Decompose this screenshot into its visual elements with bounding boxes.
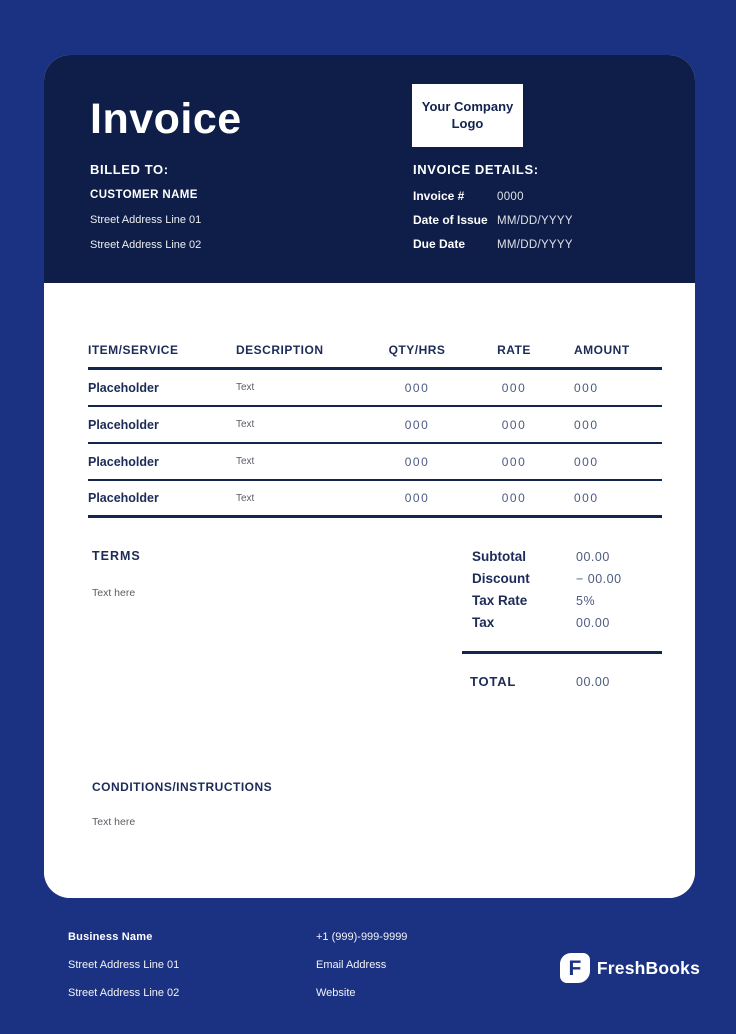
invoice-header [44,55,695,283]
due-date-value[interactable]: MM/DD/YYYY [497,239,573,251]
terms-section [92,549,141,696]
total-value[interactable]: 00.00 [576,675,610,689]
customer-name-field[interactable]: CUSTOMER NAME [90,189,198,201]
summary-section [92,549,662,696]
item-cell[interactable]: Placeholder [88,491,159,505]
tax-rate-value[interactable]: 5% [576,594,596,608]
conditions-section [92,780,662,828]
invoice-number-row [413,189,665,203]
freshbooks-wordmark: FreshBooks [596,957,700,978]
header-columns [90,162,665,264]
col-header-description: DESCRIPTION [236,343,324,357]
tax-label: Tax [472,615,495,630]
terms-text-field[interactable]: Text here [92,587,136,599]
due-date-label: Due Date [413,237,466,251]
totals-section [462,549,662,696]
due-date-row [413,237,665,251]
rate-cell[interactable]: 000 [501,380,527,395]
qty-cell[interactable]: 000 [404,417,430,432]
item-cell[interactable]: Placeholder [88,454,159,469]
page-title: Invoice [90,95,242,143]
col-header-rate: RATE [497,343,531,357]
invoice-card [44,55,695,898]
qty-cell[interactable]: 000 [404,454,430,469]
subtotal-row [462,549,662,564]
totals-divider [462,651,662,654]
table-row [88,407,662,444]
col-header-amount: AMOUNT [574,343,630,357]
rate-cell[interactable]: 000 [501,491,527,505]
company-logo-placeholder[interactable] [412,84,523,147]
subtotal-value[interactable]: 00.00 [576,550,610,564]
item-cell[interactable]: Placeholder [88,380,159,395]
description-cell[interactable]: Text [236,492,255,504]
description-cell[interactable]: Text [236,382,255,393]
total-row [462,674,662,689]
amount-cell[interactable]: 000 [574,380,599,395]
line-items-table [88,283,662,518]
discount-label: Discount [472,571,530,586]
total-label: TOTAL [470,674,517,689]
invoice-details-label: INVOICE DETAILS: [413,162,539,177]
website-field[interactable]: Website [316,987,356,999]
customer-address-line-1[interactable]: Street Address Line 01 [90,214,202,226]
item-cell[interactable]: Placeholder [88,417,159,432]
date-of-issue-value[interactable]: MM/DD/YYYY [497,215,573,227]
invoice-body [44,283,695,898]
discount-value[interactable]: − 00.00 [576,572,622,586]
description-cell[interactable]: Text [236,419,255,430]
amount-cell[interactable]: 000 [574,491,599,505]
business-address-line-1[interactable]: Street Address Line 01 [68,959,180,971]
business-name-field[interactable]: Business Name [68,931,153,943]
amount-cell[interactable]: 000 [574,417,599,432]
email-field[interactable]: Email Address [316,959,387,971]
freshbooks-logo[interactable] [560,953,700,983]
subtotal-label: Subtotal [472,549,526,564]
tax-rate-label: Tax Rate [472,593,528,608]
rate-cell[interactable]: 000 [501,454,527,469]
table-row [88,481,662,518]
col-header-item-service: ITEM/SERVICE [88,343,179,357]
billed-to-label: BILLED TO: [90,162,169,177]
tax-rate-row [462,593,662,608]
customer-address-line-2[interactable]: Street Address Line 02 [90,239,202,251]
business-address-line-2[interactable]: Street Address Line 02 [68,987,180,999]
table-header-row [88,333,662,370]
table-row [88,370,662,407]
description-cell[interactable]: Text [236,456,255,467]
rate-cell[interactable]: 000 [501,417,527,432]
logo-text-line2: Logo [451,115,484,131]
footer-business-column [68,931,316,1015]
invoice-number-value[interactable]: 0000 [497,191,524,203]
amount-cell[interactable]: 000 [574,454,599,469]
conditions-label: CONDITIONS/INSTRUCTIONS [92,780,273,794]
invoice-number-label: Invoice # [413,189,465,203]
tax-row [462,615,662,630]
tax-value[interactable]: 00.00 [576,616,610,630]
page-footer [0,898,736,1034]
discount-row [462,571,662,586]
date-of-issue-row [413,213,665,227]
invoice-details-section [413,162,665,264]
col-header-qty-hrs: QTY/HRS [388,343,446,357]
footer-contact-column [316,931,560,1015]
freshbooks-f-icon: F [560,953,590,983]
date-of-issue-label: Date of Issue [413,213,488,227]
logo-text-line1: Your Company [421,99,514,115]
phone-field[interactable]: +1 (999)-999-9999 [316,931,408,943]
table-row [88,444,662,481]
conditions-text-field[interactable]: Text here [92,816,136,828]
qty-cell[interactable]: 000 [404,380,430,395]
qty-cell[interactable]: 000 [404,491,430,505]
billed-to-section [90,162,413,264]
terms-label: TERMS [92,549,141,563]
